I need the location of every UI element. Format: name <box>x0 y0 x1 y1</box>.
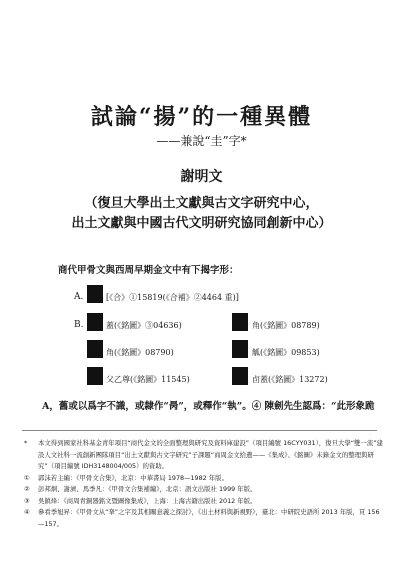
example-a-caption: [《合》①15819(《合補》②4464 重)] <box>106 293 239 302</box>
author-name: 謝明文 <box>180 169 223 185</box>
intro-sentence: 商代甲骨文與西周早期金文中有下揭字形： <box>58 265 239 276</box>
footnote-text: 郭沫若主編：《甲骨文合集》，北京：中華書局 1978—1982 年版。 <box>38 473 228 482</box>
footnote-divider <box>22 430 377 431</box>
example-b6-caption: 卣蓋(《銘圖》13272) <box>252 375 328 384</box>
footnote-mark: ② <box>24 485 30 493</box>
glyph-image-b6 <box>232 367 248 385</box>
footnote <box>24 496 384 508</box>
footnote-mark: ③ <box>24 496 30 505</box>
example-b5-caption: 父乙尊(《銘圖》11545) <box>106 375 190 384</box>
article-subtitle: ——兼說“圭”字* <box>156 134 247 148</box>
footnote-mark: * <box>24 439 28 447</box>
footnote-text: 本文得到國家社科基金青年項目“商代金文的全面整理與研究及資料庫建設”（項目編號 16CYY031），復旦大學“雙一流”建設人文社科一流創新團隊項目“出土文獻與古文字研究”子課題“商周金文拾遺——《集成》、《銘圖》未錄金文的整理與研究”（項目編號 IDH3148004/005）的資助。 <box>38 439 383 470</box>
footnote-text: 吳鎮烽：《商周青銅器銘文暨圖像集成》，上海：上海古籍出版社 2012 年版。 <box>38 496 257 505</box>
affiliation-line-1: （復旦大學出土文獻與古文字研究中心， <box>84 196 319 211</box>
example-b4-caption: 觚(《銘圖》09853) <box>252 348 320 357</box>
body-paragraph: A，舊或以爲字不識，或隸作“昺”，或釋作“執”。④ 陳劍先生認爲：“此形象跪 <box>42 401 375 412</box>
footnote-mark: ① <box>24 473 30 482</box>
glyph-image-b1 <box>87 313 103 331</box>
footnote <box>24 484 384 496</box>
example-b3-caption: 角(《銘圖》08790) <box>106 348 174 357</box>
glyph-image-a <box>87 285 103 303</box>
example-b2-caption: 角(《銘圖》08789) <box>252 321 320 330</box>
example-b-tag: B. <box>74 320 84 330</box>
article-title: 試論“揚”的一種異體 <box>90 104 313 130</box>
example-a-tag: A. <box>74 292 84 302</box>
glyph-image-b3 <box>87 340 103 358</box>
example-b1-caption: 蓋(《銘圖》③04636) <box>106 321 182 330</box>
footnote <box>24 473 384 485</box>
glyph-image-b4 <box>232 340 248 358</box>
footnote-mark: ④ <box>24 508 30 516</box>
footnote-text: 彭邦炯、謝濟、馬季凡：《甲骨文合集補編》，北京：語文出版社 1999 年版。 <box>38 485 257 493</box>
footnote <box>24 507 384 530</box>
footnote <box>24 438 384 473</box>
glyph-image-b2 <box>232 313 248 331</box>
glyph-image-b5 <box>87 367 103 385</box>
footnotes <box>24 438 384 530</box>
footnote-text: 參看季旭昇：《甲骨文从“羍”之字及其相關意義之探討》，《出土材料與新視野》，臺北：中研院史語所 2013 年版，頁 156—157。 <box>38 508 380 528</box>
affiliation-line-2: 出土文獻與中國古代文明研究協同創新中心） <box>71 216 332 231</box>
